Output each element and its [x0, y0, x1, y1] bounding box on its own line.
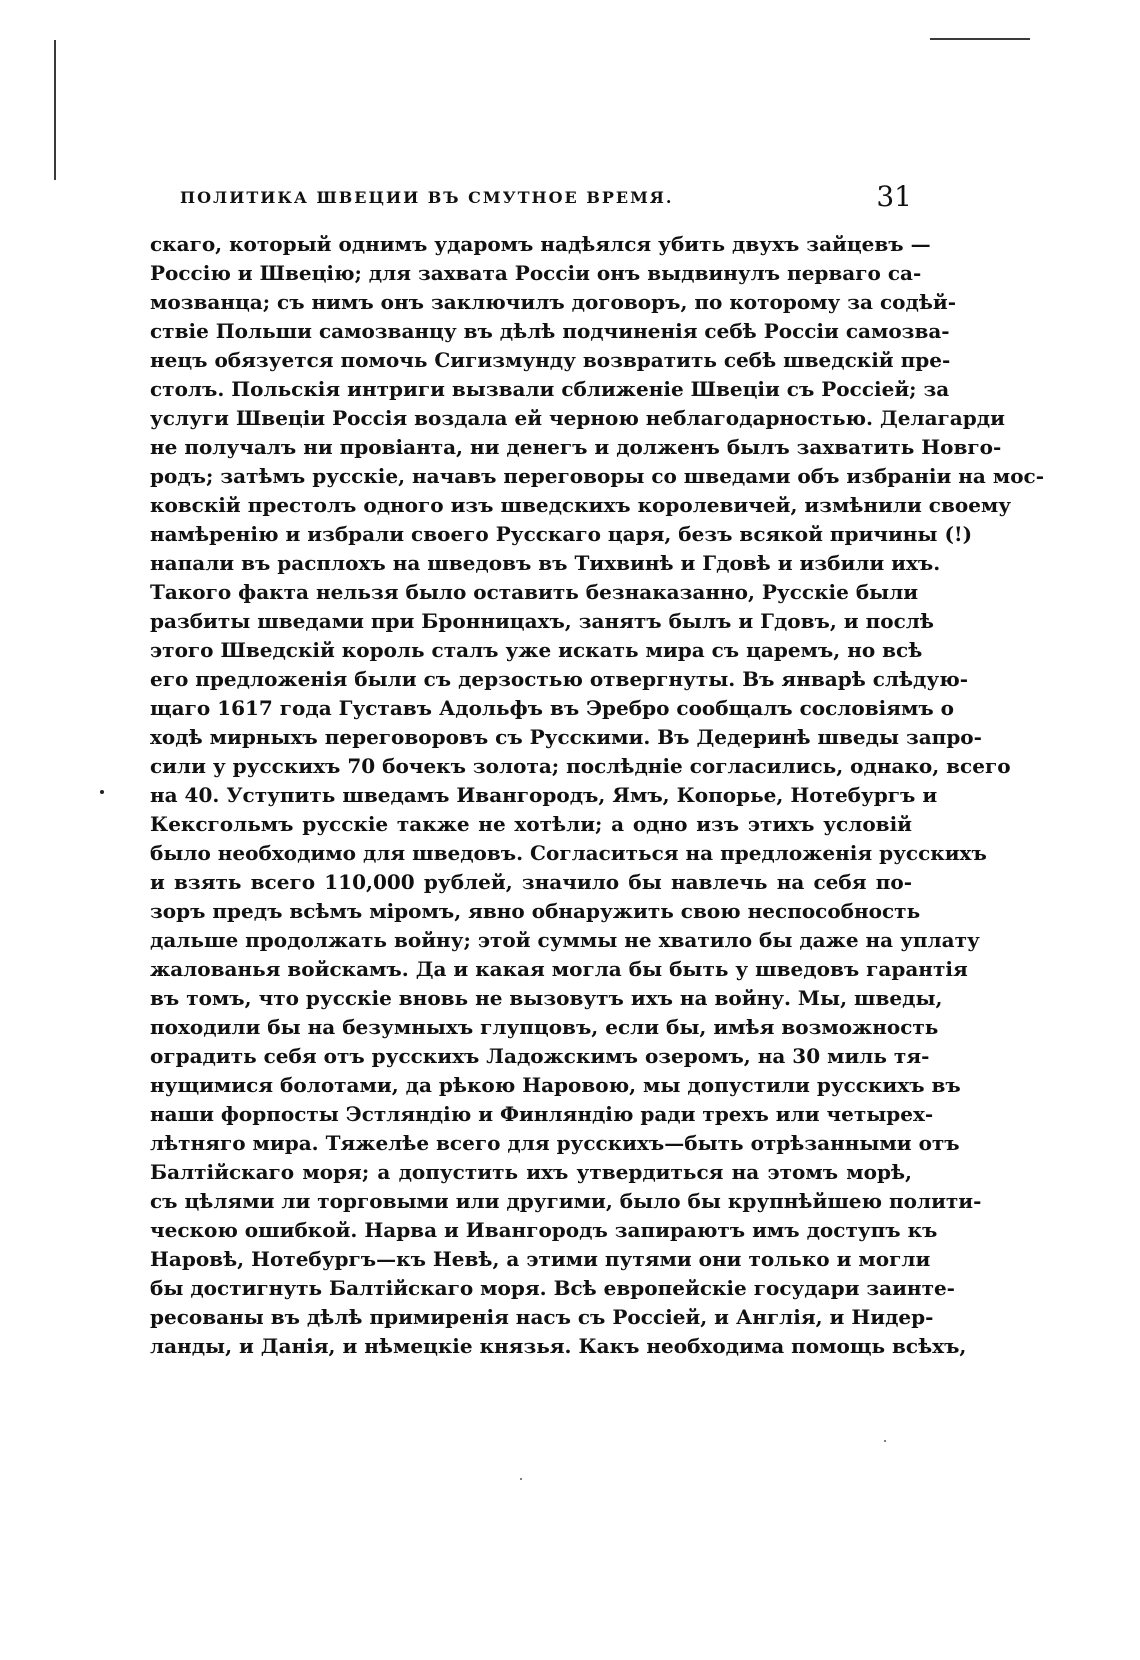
scan-edge-top — [930, 38, 1030, 40]
text-line: съ цѣлями ли торговыми или другими, было бы крупнѣйшею полити- — [150, 1189, 982, 1213]
running-title: ПОЛИТИКА ШВЕЦИИ ВЪ СМУТНОЕ ВРЕМЯ. — [180, 188, 674, 207]
scan-speck — [884, 1440, 886, 1442]
text-line: лѣтняго мира. Тяжелѣе всего для русскихъ—быть отрѣзанными отъ — [150, 1131, 960, 1155]
text-line: столъ. Польскія интриги вызвали сближеніе Швеціи съ Россіей; за — [150, 377, 950, 401]
text-line: Балтійскаго моря; а допустить ихъ утвердиться на этомъ морѣ, — [150, 1160, 912, 1184]
text-line: напали въ расплохъ на шведовъ въ Тихвинѣ и Гдовѣ и избили ихъ. — [150, 551, 941, 575]
text-line: зоръ предъ всѣмъ міромъ, явно обнаружить свою неспособность — [150, 899, 921, 923]
text-line: и взять всего 110,000 рублей, значило бы навлечь на себя по- — [150, 870, 912, 894]
margin-speck — [100, 790, 104, 794]
text-line: Наровѣ, Нотебургъ—къ Невѣ, а этими путями они только и могли — [150, 1247, 931, 1271]
scan-edge-left — [54, 40, 56, 180]
text-line: походили бы на безумныхъ глупцовъ, если бы, имѣя возможность — [150, 1015, 939, 1039]
text-line: наши форпосты Эстляндію и Финляндію ради трехъ или четырех- — [150, 1102, 934, 1126]
text-line: ходѣ мирныхъ переговоровъ съ Русскими. Въ Дедеринѣ шведы запро- — [150, 725, 982, 749]
scan-speck — [520, 1478, 522, 1480]
text-line: въ томъ, что русскіе вновь не вызовутъ ихъ на войну. Мы, шведы, — [150, 986, 943, 1010]
text-line: скаго, который однимъ ударомъ надѣялся убить двухъ зайцевъ — — [150, 232, 931, 256]
running-head — [150, 180, 912, 220]
text-line: ланды, и Данія, и нѣмецкіе князья. Какъ необходима помощь всѣхъ, — [150, 1334, 967, 1358]
text-line: на 40. Уступить шведамъ Ивангородъ, Ямъ, Копорье, Нотебургъ и — [150, 783, 938, 807]
text-line: не получалъ ни провіанта, ни денегъ и долженъ былъ захватить Новго- — [150, 435, 1002, 459]
text-line: жалованья войскамъ. Да и какая могла бы быть у шведовъ гарантія — [150, 957, 968, 981]
text-line: было необходимо для шведовъ. Согласиться на предложенія русскихъ — [150, 841, 987, 865]
text-line: щаго 1617 года Густавъ Адольфъ въ Эребро сообщалъ сословіямъ о — [150, 696, 955, 720]
text-line: этого Шведскій король сталъ уже искать мира съ царемъ, но всѣ — [150, 638, 923, 662]
text-line: разбиты шведами при Бронницахъ, занятъ былъ и Гдовъ, и послѣ — [150, 609, 934, 633]
text-line: нущимися болотами, да рѣкою Наровою, мы допустили русскихъ въ — [150, 1073, 961, 1097]
text-line: нецъ обязуется помочь Сигизмунду возвратить себѣ шведскій пре- — [150, 348, 951, 372]
text-line: мозванца; съ нимъ онъ заключилъ договоръ, по которому за содѣй- — [150, 290, 957, 314]
text-line: родъ; затѣмъ русскіе, начавъ переговоры со шведами объ избраніи на мос- — [150, 464, 1045, 488]
text-line: бы достигнуть Балтійскаго моря. Всѣ европейскіе государи заинте- — [150, 1276, 955, 1300]
text-line: ческою ошибкой. Нарва и Ивангородъ запираютъ имъ доступъ къ — [150, 1218, 938, 1242]
text-line: дальше продолжать войну; этой суммы не хватило бы даже на уплату — [150, 928, 980, 952]
text-line: сили у русскихъ 70 бочекъ золота; послѣдніе согласились, однако, всего — [150, 754, 1011, 778]
text-line: ковскій престолъ одного изъ шведскихъ королевичей, измѣнили своему — [150, 493, 1012, 517]
text-line: оградить себя отъ русскихъ Ладожскимъ озеромъ, на 30 миль тя- — [150, 1044, 930, 1068]
text-line: ресованы въ дѣлѣ примиренія насъ съ Россіей, и Англія, и Нидер- — [150, 1305, 934, 1329]
text-line: Кексгольмъ русскіе также не хотѣли; а одно изъ этихъ условій — [150, 812, 912, 836]
text-line: Россію и Швецію; для захвата Россіи онъ выдвинулъ перваго са- — [150, 261, 922, 285]
text-line: услуги Швеціи Россія воздала ей черною неблагодарностью. Делагарди — [150, 406, 1005, 430]
text-line: ствіе Польши самозванцу въ дѣлѣ подчиненія себѣ Россіи самозва- — [150, 319, 950, 343]
body-text — [150, 230, 1045, 1361]
page-number: 31 — [876, 180, 912, 213]
text-line: Такого факта нельзя было оставить безнаказанно, Русскіе были — [150, 580, 919, 604]
text-line: его предложенія были съ дерзостью отвергнуты. Въ январѣ слѣдую- — [150, 667, 968, 691]
text-line: намѣренію и избрали своего Русскаго царя, безъ всякой причины (!) — [150, 522, 973, 546]
